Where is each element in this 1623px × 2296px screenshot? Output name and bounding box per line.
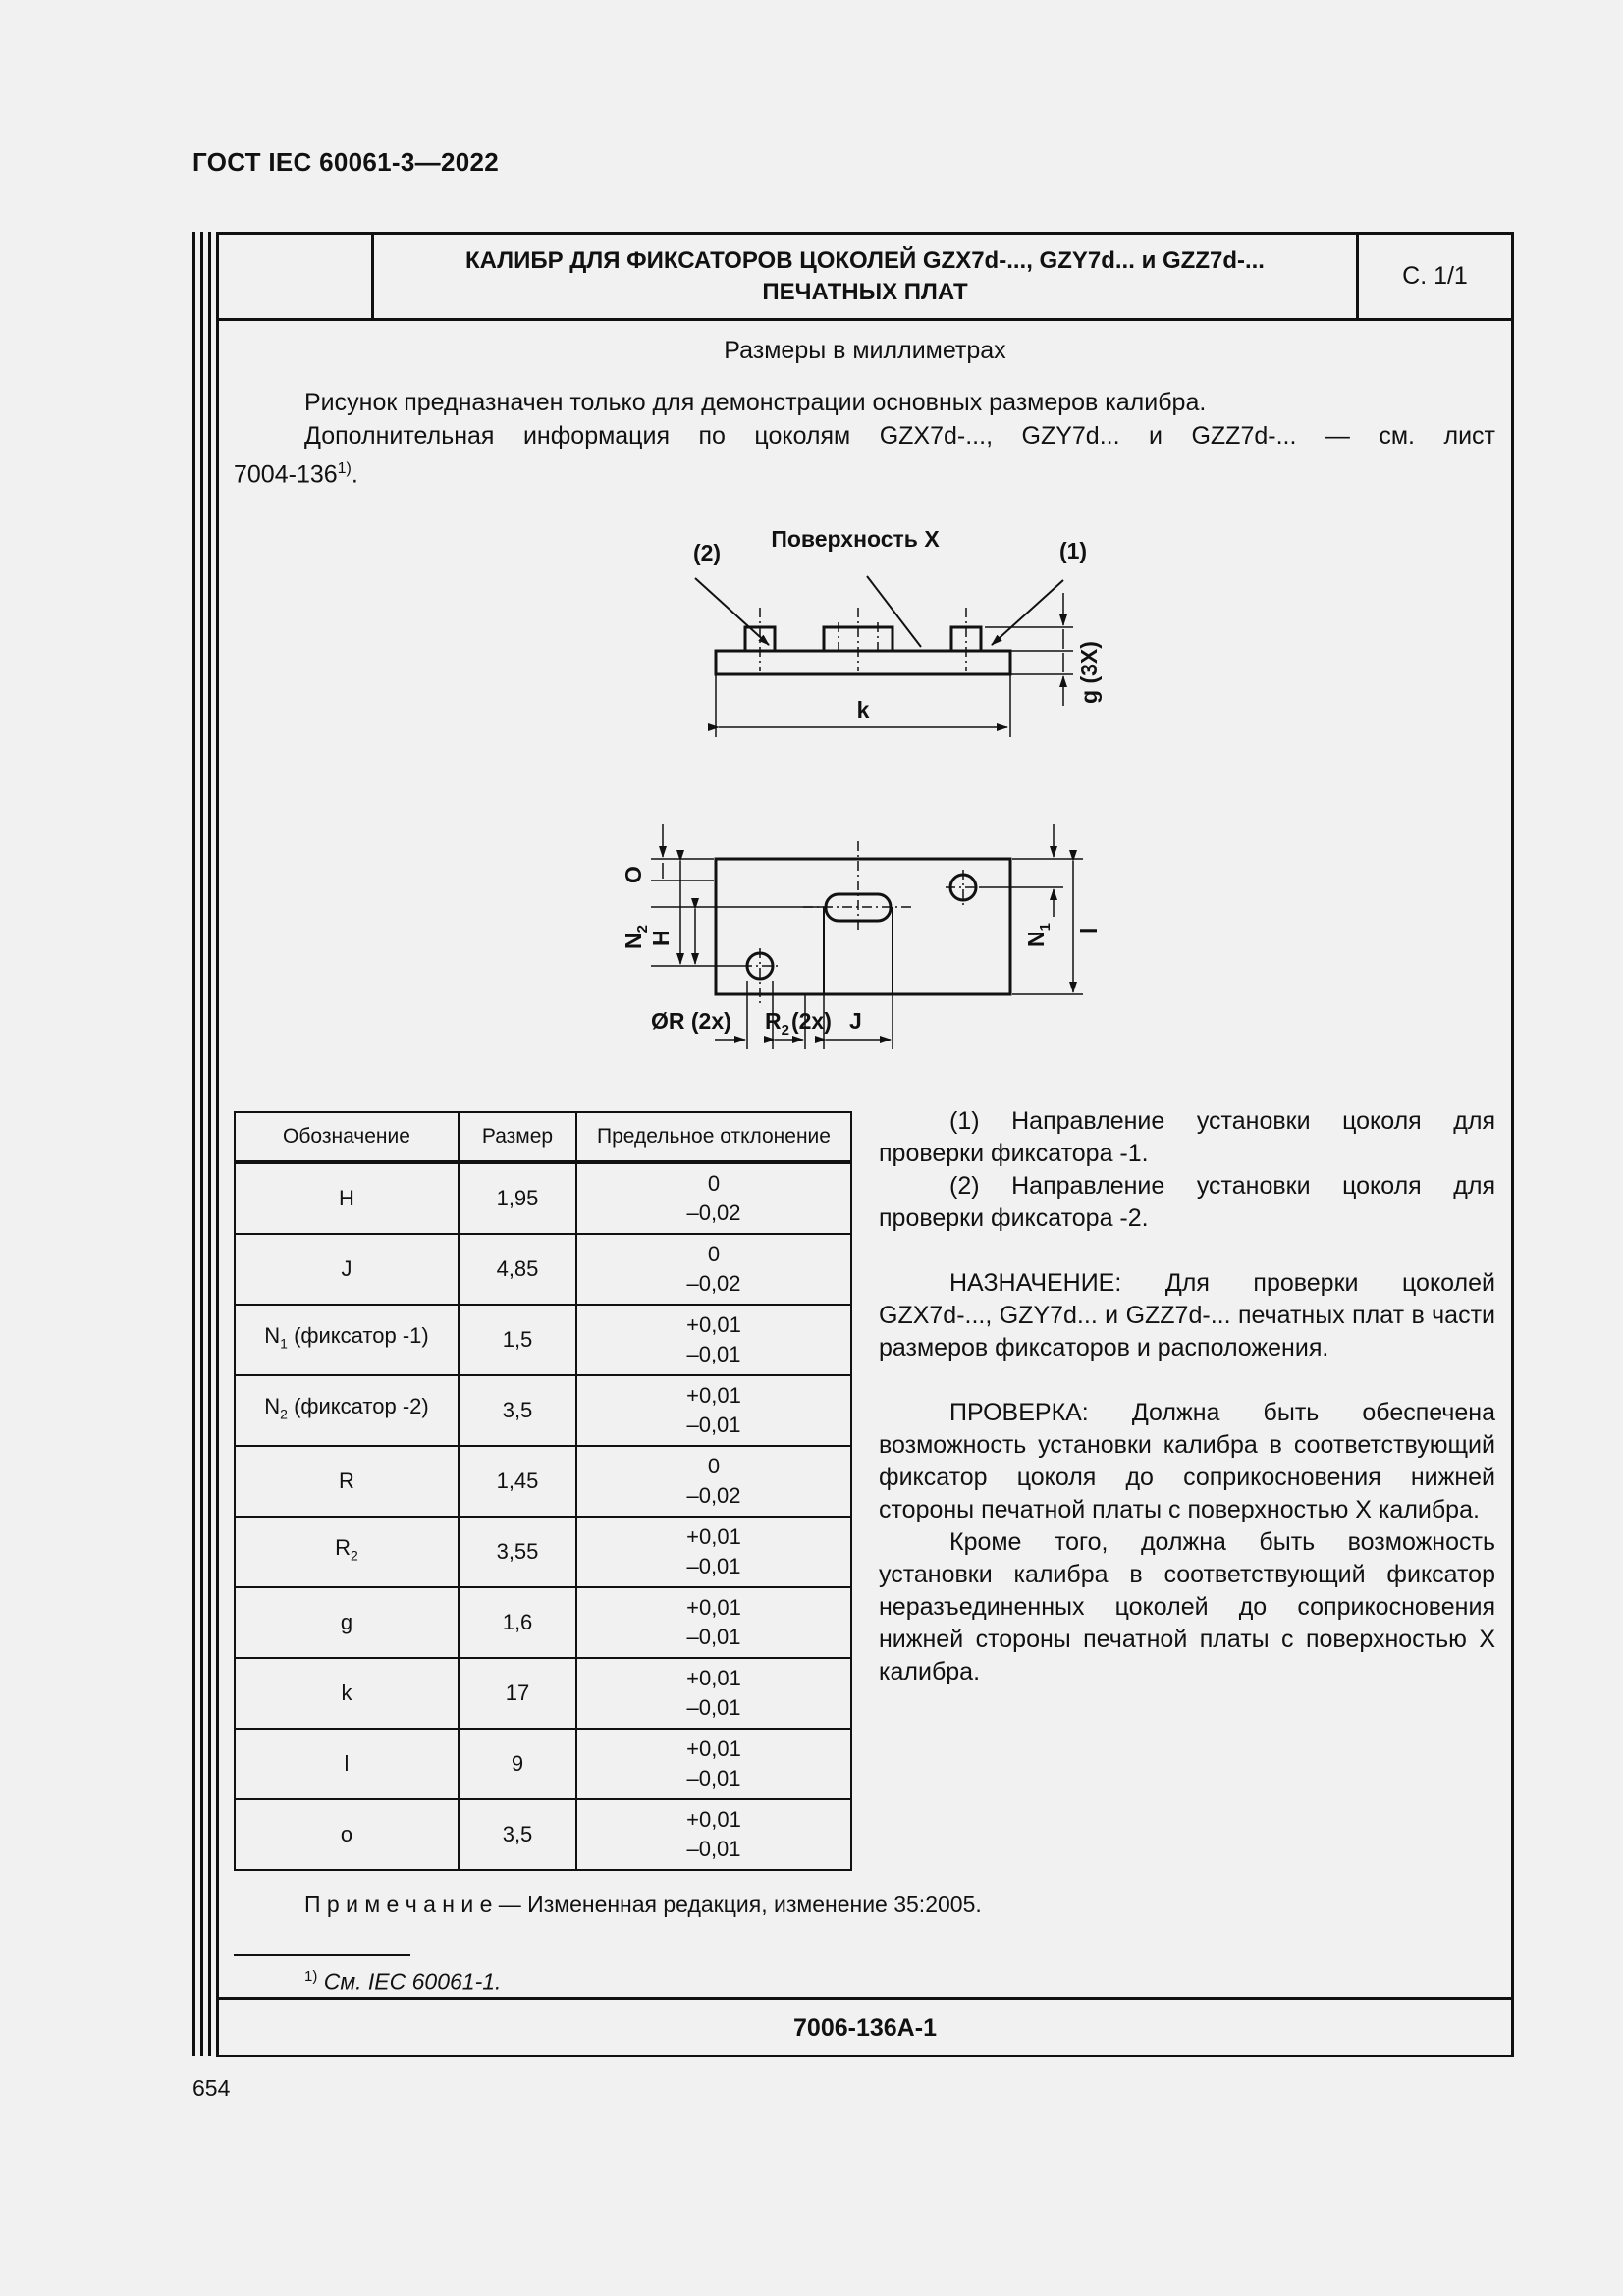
label-n1 bbox=[1023, 923, 1054, 947]
table-row bbox=[235, 1587, 851, 1658]
col-header-designation: Обозначение bbox=[235, 1112, 459, 1162]
table-row bbox=[235, 1375, 851, 1446]
gauge-drawing bbox=[219, 235, 1511, 1079]
cell-designation bbox=[235, 1517, 459, 1587]
table-row bbox=[235, 1729, 851, 1799]
sheet-title-line2: ПЕЧАТНЫХ ПЛАТ bbox=[762, 278, 968, 305]
footnote-ref: 1) bbox=[337, 460, 352, 477]
label-r2 bbox=[765, 1008, 832, 1039]
cell-size: 3,5 bbox=[459, 1375, 576, 1446]
sheet-number: С. 1/1 bbox=[1402, 262, 1468, 290]
table-row bbox=[235, 1799, 851, 1870]
cell-designation bbox=[235, 1587, 459, 1658]
label-n1-sub: 1 bbox=[1037, 923, 1054, 932]
cell-designation bbox=[235, 1799, 459, 1870]
label-o: O bbox=[621, 866, 646, 883]
table-header-row bbox=[235, 1112, 851, 1162]
sheet-id: 7006-136A-1 bbox=[219, 1997, 1511, 2057]
label-n1-main: N bbox=[1023, 931, 1049, 947]
cell-tolerance bbox=[576, 1162, 851, 1234]
tolerance-upper: +0,01 bbox=[686, 1312, 741, 1337]
cell-size: 17 bbox=[459, 1658, 576, 1729]
cell-size: 1,45 bbox=[459, 1446, 576, 1517]
cell-size: 3,55 bbox=[459, 1517, 576, 1587]
table-row bbox=[235, 1162, 851, 1234]
table-row bbox=[235, 1446, 851, 1517]
cell-designation bbox=[235, 1234, 459, 1305]
tolerance-upper: +0,01 bbox=[686, 1595, 741, 1620]
check-paragraph-2: Кроме того, должна быть возможность установки калибра в соответствующий фиксатор неразъединенных цоколей до соприкосновения нижней стороны печатной платы с поверхностью X калибра. bbox=[879, 1528, 1495, 1685]
cell-size: 1,5 bbox=[459, 1305, 576, 1375]
table-row bbox=[235, 1517, 851, 1587]
cell-tolerance bbox=[576, 1658, 851, 1729]
tolerance-lower: –0,02 bbox=[686, 1271, 741, 1296]
tolerance-upper: +0,01 bbox=[686, 1666, 741, 1690]
designation-symbol: k bbox=[341, 1681, 352, 1705]
amendment-note: П р и м е ч а н и е — Измененная редакция, изменение 35:2005. bbox=[304, 1892, 982, 1917]
check-paragraph: ПРОВЕРКА: Должна быть обеспечена возможность установки калибра в соответствующий фиксатор цоколя до соприкосновения нижней стороны печатной платы с поверхностью X калибра. bbox=[879, 1399, 1495, 1523]
label-surface-x: Поверхность X bbox=[771, 526, 940, 552]
frame-rule-left-2 bbox=[200, 232, 203, 2056]
tolerance-lower: –0,02 bbox=[686, 1201, 741, 1225]
label-h: H bbox=[648, 930, 674, 946]
label-n2-sub: 2 bbox=[634, 925, 651, 934]
designation-symbol: J bbox=[341, 1256, 352, 1281]
leader-dir2 bbox=[695, 578, 769, 645]
label-dir2: (2) bbox=[692, 540, 722, 565]
cell-designation bbox=[235, 1375, 459, 1446]
cell-size: 9 bbox=[459, 1729, 576, 1799]
tolerance-upper: +0,01 bbox=[686, 1736, 741, 1761]
cell-tolerance bbox=[576, 1729, 851, 1799]
cell-tolerance bbox=[576, 1446, 851, 1517]
cell-designation bbox=[235, 1162, 459, 1234]
direction-note-1: (1) Направление установки цоколя для проверки фиксатора -1. bbox=[879, 1107, 1495, 1167]
designation-symbol: N bbox=[264, 1323, 281, 1349]
designation-subscript: 2 bbox=[351, 1547, 358, 1564]
tolerance-lower: –0,02 bbox=[686, 1483, 741, 1508]
sheet-frame bbox=[216, 232, 1514, 2057]
table-row bbox=[235, 1234, 851, 1305]
cell-size: 1,95 bbox=[459, 1162, 576, 1234]
designation-symbol: N bbox=[264, 1394, 281, 1419]
label-l: l bbox=[1076, 927, 1102, 934]
table-row bbox=[235, 1658, 851, 1729]
col-header-tolerance: Предельное отклонение bbox=[576, 1112, 851, 1162]
tolerance-upper: +0,01 bbox=[686, 1383, 741, 1408]
label-dir1: (1) bbox=[1058, 538, 1088, 563]
intro-tail: . bbox=[351, 460, 358, 489]
designation-symbol: l bbox=[344, 1751, 350, 1776]
label-g: g (3X) bbox=[1076, 641, 1102, 704]
intro-paragraph-2: Дополнительная информация по цоколям GZX7d-..., GZY7d... и GZZ7d-... — см. лист bbox=[304, 422, 1495, 450]
label-k: k bbox=[856, 697, 870, 722]
label-r2-tail: (2x) bbox=[790, 1008, 832, 1034]
tolerance-upper: +0,01 bbox=[686, 1524, 741, 1549]
designation-subscript: 2 bbox=[280, 1406, 288, 1422]
cell-size: 1,6 bbox=[459, 1587, 576, 1658]
cell-designation bbox=[235, 1446, 459, 1517]
label-n2 bbox=[621, 925, 651, 949]
frame-rule-left-1 bbox=[192, 232, 195, 2056]
explanation-text bbox=[879, 1105, 1495, 1688]
designation-symbol: g bbox=[340, 1610, 353, 1634]
cell-tolerance bbox=[576, 1234, 851, 1305]
cell-size: 3,5 bbox=[459, 1799, 576, 1870]
designation-subscript: 1 bbox=[280, 1335, 288, 1352]
tolerance-lower: –0,01 bbox=[686, 1625, 741, 1649]
purpose-paragraph: НАЗНАЧЕНИЕ: Для проверки цоколей GZX7d-..., GZY7d... и GZZ7d-... печатных плат в части размеров фиксаторов и расположения. bbox=[879, 1269, 1495, 1362]
col-header-size: Размер bbox=[459, 1112, 576, 1162]
tolerance-lower: –0,01 bbox=[686, 1413, 741, 1437]
designation-symbol: R bbox=[339, 1468, 354, 1493]
tolerance-lower: –0,01 bbox=[686, 1766, 741, 1790]
cell-designation bbox=[235, 1729, 459, 1799]
label-n2-main: N bbox=[621, 933, 646, 949]
document-header: ГОСТ IEC 60061-3—2022 bbox=[192, 147, 499, 177]
frame-rule-left-3 bbox=[208, 232, 211, 2056]
footnote-separator bbox=[234, 1954, 410, 1956]
label-r2-sub: 2 bbox=[781, 1022, 789, 1039]
tolerance-upper: 0 bbox=[707, 1242, 721, 1266]
tolerance-lower: –0,01 bbox=[686, 1554, 741, 1578]
designation-suffix: (фиксатор -2) bbox=[287, 1394, 429, 1419]
tolerance-lower: –0,01 bbox=[686, 1342, 741, 1366]
cell-tolerance bbox=[576, 1517, 851, 1587]
designation-symbol: H bbox=[339, 1186, 354, 1210]
intro-sheet-ref: 7004-136 bbox=[234, 460, 338, 489]
tolerance-upper: 0 bbox=[707, 1171, 721, 1196]
cell-tolerance bbox=[576, 1587, 851, 1658]
cell-designation bbox=[235, 1658, 459, 1729]
leader-dir1 bbox=[992, 580, 1063, 645]
units-note: Размеры в миллиметрах bbox=[724, 337, 1006, 364]
label-r: ØR (2x) bbox=[651, 1008, 731, 1034]
page-number: 654 bbox=[192, 2075, 231, 2101]
cell-tolerance bbox=[576, 1305, 851, 1375]
footnote-text: См. IEC 60061-1. bbox=[323, 1968, 502, 1995]
designation-symbol: o bbox=[340, 1822, 353, 1846]
table-body bbox=[235, 1162, 851, 1870]
intro-paragraph-1: Рисунок предназначен только для демонстрации основных размеров калибра. bbox=[304, 389, 1207, 416]
designation-symbol: R bbox=[335, 1535, 352, 1561]
tolerance-lower: –0,01 bbox=[686, 1695, 741, 1720]
label-r2-main: R bbox=[765, 1008, 782, 1034]
tolerance-upper: 0 bbox=[707, 1454, 721, 1478]
label-j: J bbox=[849, 1008, 862, 1034]
designation-suffix: (фиксатор -1) bbox=[287, 1323, 429, 1349]
table-row bbox=[235, 1305, 851, 1375]
side-view bbox=[695, 576, 1073, 737]
sheet-title-line1: КАЛИБР ДЛЯ ФИКСАТОРОВ ЦОКОЛЕЙ GZX7d-..., GZY7d... и GZZ7d-... bbox=[465, 246, 1265, 274]
cell-designation bbox=[235, 1305, 459, 1375]
footnote-mark: 1) bbox=[304, 1968, 318, 1985]
cell-tolerance bbox=[576, 1375, 851, 1446]
cell-size: 4,85 bbox=[459, 1234, 576, 1305]
cell-tolerance bbox=[576, 1799, 851, 1870]
dimensions-table bbox=[234, 1111, 852, 1871]
footnote bbox=[304, 1968, 501, 1996]
tolerance-lower: –0,01 bbox=[686, 1837, 741, 1861]
tolerance-upper: +0,01 bbox=[686, 1807, 741, 1832]
direction-note-2: (2) Направление установки цоколя для проверки фиксатора -2. bbox=[879, 1172, 1495, 1232]
